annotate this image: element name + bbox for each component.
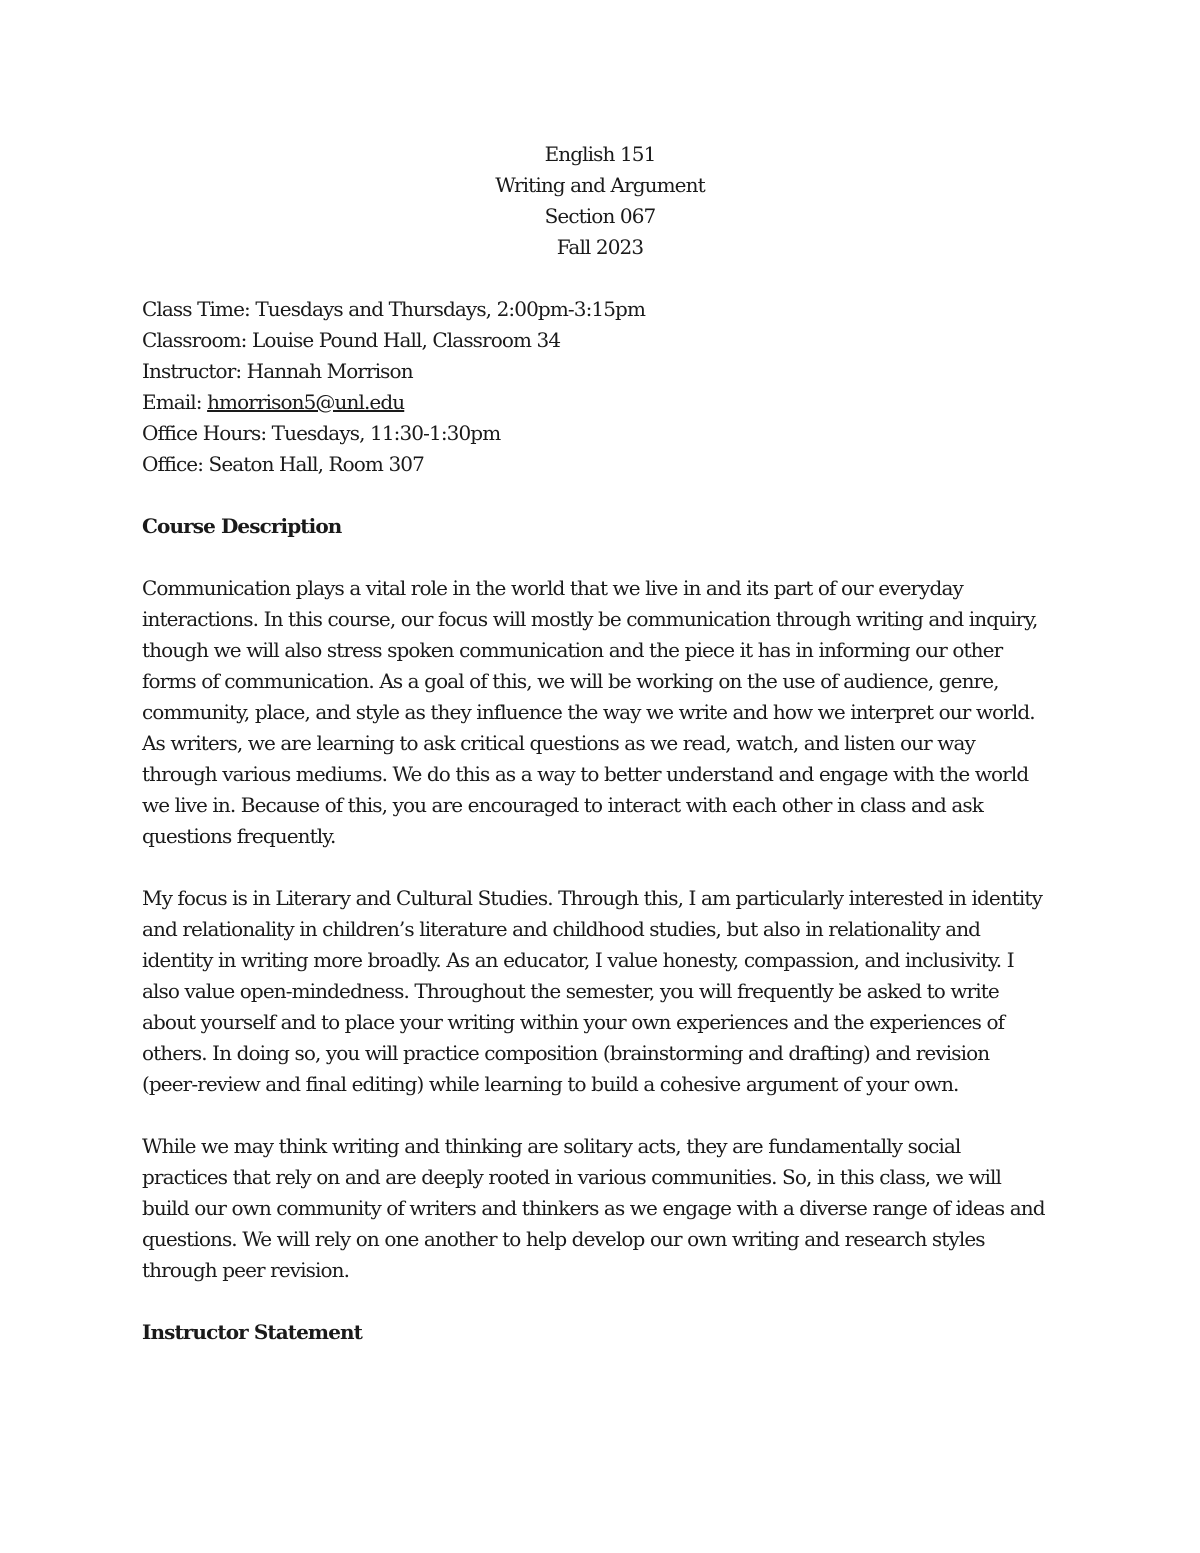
instructor-statement-heading: Instructor Statement (142, 1320, 362, 1344)
document-page (142, 139, 1072, 1348)
email-label: Email: (142, 390, 208, 414)
paragraph-line: (peer-review and final editing) while learning to build a cohesive argument of your own. (142, 1072, 959, 1096)
paragraph-line: through peer revision. (142, 1258, 350, 1282)
course-info (142, 294, 1072, 480)
instructor: Instructor: Hannah Morrison (142, 359, 413, 383)
paragraph-1 (142, 573, 1072, 852)
class-time: Class Time: Tuesdays and Thursdays, 2:00pm-3:15pm (142, 297, 646, 321)
paragraph-line: forms of communication. As a goal of this, we will be working on the use of audience, genre, (142, 669, 999, 693)
paragraph-line: community, place, and style as they influence the way we write and how we interpret our world. (142, 700, 1035, 724)
course-term: Fall 2023 (556, 235, 644, 259)
office-hours: Office Hours: Tuesdays, 11:30-1:30pm (142, 421, 501, 445)
paragraph-line: also value open-mindedness. Throughout the semester, you will frequently be asked to write (142, 979, 999, 1003)
paragraph-2 (142, 883, 1072, 1100)
paragraph-line: about yourself and to place your writing within your own experiences and the experiences of (142, 1010, 1005, 1034)
spacer (142, 542, 1072, 573)
office: Office: Seaton Hall, Room 307 (142, 452, 424, 476)
paragraph-line: through various mediums. We do this as a way to better understand and engage with the world (142, 762, 1029, 786)
paragraph-line: questions. We will rely on one another to help develop our own writing and research styles (142, 1227, 985, 1251)
paragraph-line: build our own community of writers and thinkers as we engage with a diverse range of ideas and (142, 1196, 1045, 1220)
email-line (142, 387, 1072, 418)
spacer (142, 1100, 1072, 1131)
paragraph-line: While we may think writing and thinking are solitary acts, they are fundamentally social (142, 1134, 961, 1158)
paragraph-line: though we will also stress spoken communication and the piece it has in informing our other (142, 638, 1003, 662)
paragraph-line: others. In doing so, you will practice composition (brainstorming and drafting) and revision (142, 1041, 990, 1065)
paragraph-line: Communication plays a vital role in the world that we live in and its part of our everyday (142, 576, 963, 600)
course-section: Section 067 (544, 204, 656, 228)
paragraph-line: questions frequently. (142, 824, 336, 848)
paragraph-line: identity in writing more broadly. As an educator, I value honesty, compassion, and inclusivity. I (142, 948, 1014, 972)
course-header (142, 139, 1058, 263)
course-description-heading: Course Description (142, 514, 342, 538)
paragraph-line: As writers, we are learning to ask critical questions as we read, watch, and listen our way (142, 731, 975, 755)
paragraph-line: and relationality in children’s literature and childhood studies, but also in relationality and (142, 917, 981, 941)
spacer (142, 852, 1072, 883)
paragraph-line: practices that rely on and are deeply rooted in various communities. So, in this class, we will (142, 1165, 1002, 1189)
spacer (142, 1286, 1072, 1317)
course-title: Writing and Argument (495, 173, 705, 197)
course-number: English 151 (544, 142, 656, 166)
paragraph-3 (142, 1131, 1072, 1286)
paragraph-line: interactions. In this course, our focus will mostly be communication through writing and inquiry, (142, 607, 1038, 631)
classroom: Classroom: Louise Pound Hall, Classroom 34 (142, 328, 561, 352)
spacer (142, 263, 1072, 294)
spacer (142, 480, 1072, 511)
paragraph-line: My focus is in Literary and Cultural Studies. Through this, I am particularly interested in identity (142, 886, 1042, 910)
email-link[interactable]: hmorrison5@unl.edu (207, 390, 405, 414)
paragraph-line: we live in. Because of this, you are encouraged to interact with each other in class and ask (142, 793, 983, 817)
